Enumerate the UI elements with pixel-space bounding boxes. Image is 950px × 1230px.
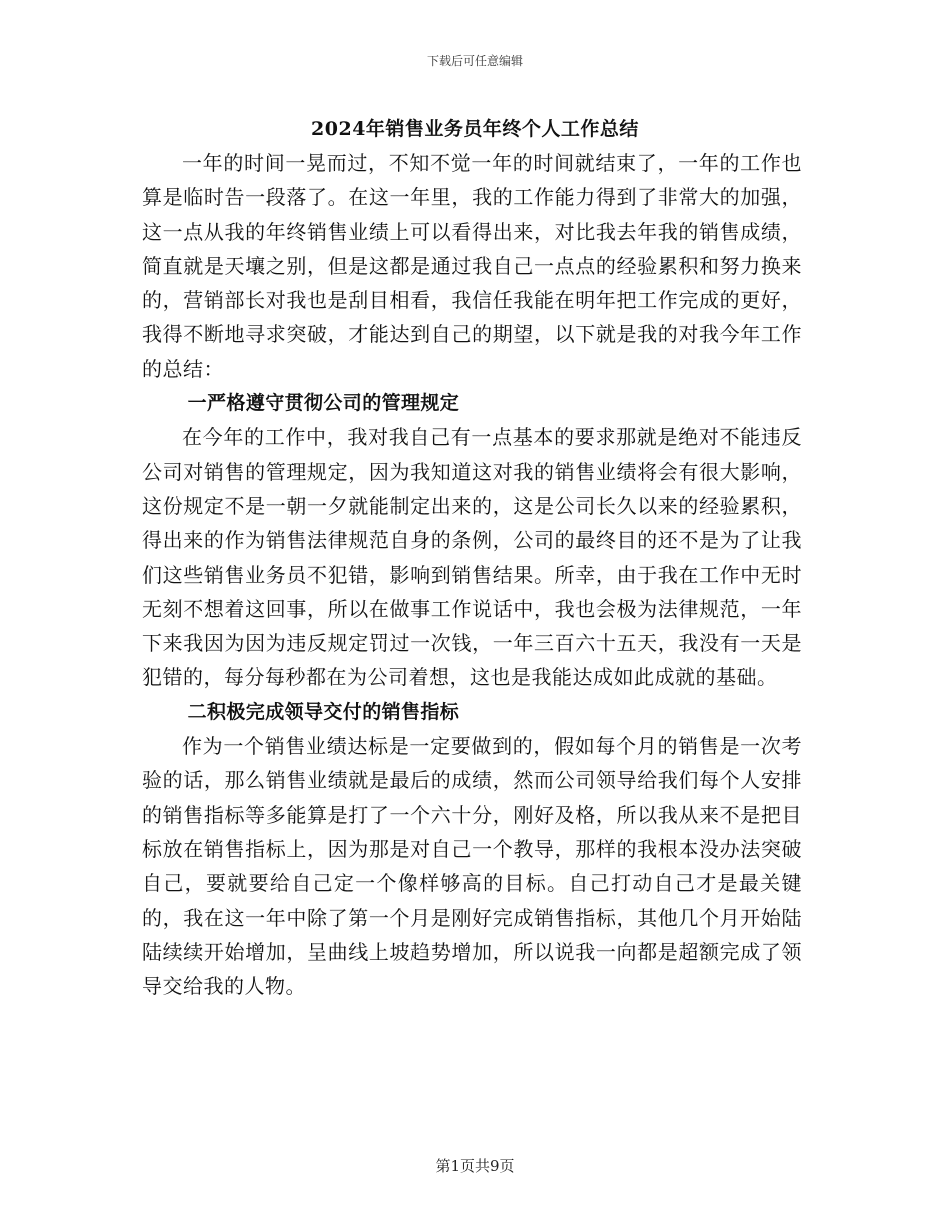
section-2-heading: 二积极完成领导交付的销售指标: [187, 700, 460, 723]
document-body: [142, 146, 802, 1003]
page-footer-number: 第1页共9页: [435, 1157, 515, 1175]
page-header-note: 下载后可任意编辑: [426, 54, 523, 68]
intro-paragraph: 一年的时间一晃而过，不知不觉一年的时间就结束了，一年的工作也算是临时告一段落了。在这一年里，我的工作能力得到了非常大的加强，这一点从我的年终销售业绩上可以看得出来，对比我去年我的销售成绩，简直就是天壤之别，但是这都是通过我自己一点点的经验累积和努力换来的，营销部长对我也是刮目相看，我信任我能在明年把工作完成的更好，我得不断地寻求突破，才能达到自己的期望，以下就是我的对我今年工作的总结：: [142, 151, 802, 381]
section-2-paragraph: 作为一个销售业绩达标是一定要做到的，假如每个月的销售是一次考验的话，那么销售业绩就是最后的成绩，然而公司领导给我们每个人安排的销售指标等多能算是打了一个六十分，刚好及格，所以我从来不是把目标放在销售指标上，因为那是对自己一个教导，那样的我根本没办法突破自己，要就要给自己定一个像样够高的目标。自己打动自己才是最关键的，我在这一年中除了第一个月是刚好完成销售指标，其他几个月开始陆陆续续开始增加，呈曲线上坡趋势增加，所以说我一向都是超额完成了领导交给我的人物。: [142, 734, 802, 999]
document-title: 2024年销售业务员年终个人工作总结: [311, 118, 639, 140]
section-1-heading: 一严格遵守贯彻公司的管理规定: [187, 392, 460, 415]
section-1-paragraph: 在今年的工作中，我对我自己有一点基本的要求那就是绝对不能违反公司对销售的管理规定，因为我知道这对我的销售业绩将会有很大影响，这份规定不是一朝一夕就能制定出来的，这是公司长久以来的经验累积，得出来的作为销售法律规范自身的条例，公司的最终目的还不是为了让我们这些销售业务员不犯错，影响到销售结果。所幸，由于我在工作中无时无刻不想着这回事，所以在做事工作说话中，我也会极为法律规范，一年下来我因为因为违反规定罚过一次钱，一年三百六十五天，我没有一天是犯错的，每分每秒都在为公司着想，这也是我能达成如此成就的基础。: [142, 425, 802, 690]
